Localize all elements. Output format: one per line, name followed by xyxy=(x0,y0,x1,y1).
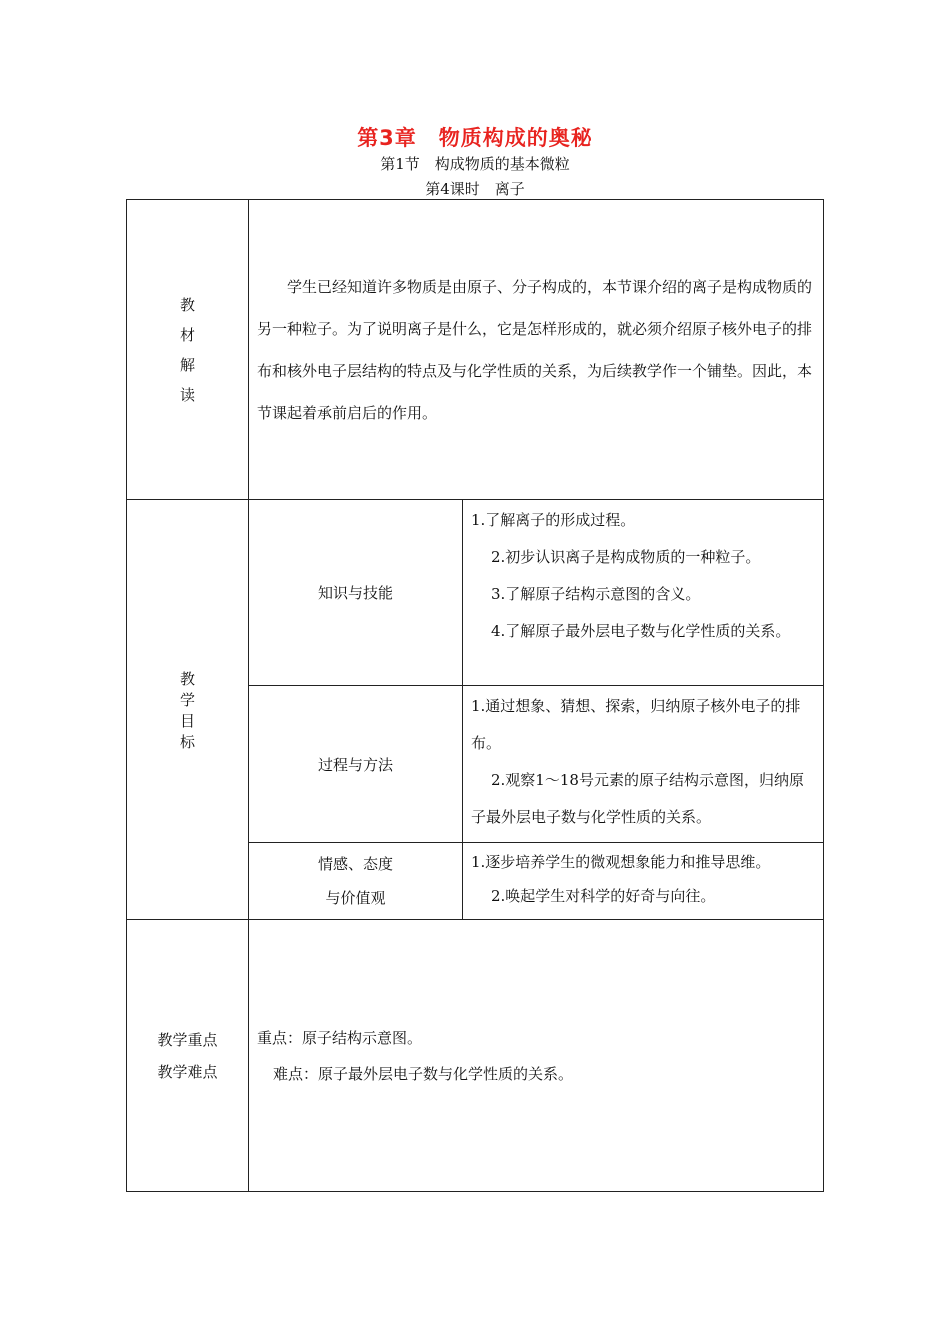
knowledge-item: 4.了解原子最外层电子数与化学性质的关系。 xyxy=(491,622,791,640)
emotion-item: 1.逐步培养学生的微观想象能力和推导思维。 xyxy=(471,853,771,871)
key-point: 重点：原子结构示意图。 xyxy=(257,1028,423,1047)
process-item: 2.观察1～18号元素的原子结构示意图，归纳原子最外层电子数与化学性质的关系。 xyxy=(471,771,804,826)
process-label: 过程与方法 xyxy=(249,686,463,843)
material-label: 教 材 解 读 xyxy=(127,200,249,500)
material-row xyxy=(127,200,824,500)
process-items xyxy=(463,686,824,843)
emotion-label: 情感、态度 与价值观 xyxy=(249,843,463,920)
process-item: 1.通过想象、猜想、探索，归纳原子核外电子的排布。 xyxy=(471,697,801,752)
section-title: 第1节 构成物质的基本微粒 xyxy=(380,155,570,173)
difficult-point: 难点：原子最外层电子数与化学性质的关系。 xyxy=(273,1064,574,1083)
knowledge-items xyxy=(463,500,824,686)
material-text-cell xyxy=(249,200,824,500)
lesson-plan-table xyxy=(126,199,824,1192)
knowledge-item: 3.了解原子结构示意图的含义。 xyxy=(491,585,701,603)
emotion-item: 2.唤起学生对科学的好奇与向往。 xyxy=(491,887,716,905)
knowledge-item: 2.初步认识离子是构成物质的一种粒子。 xyxy=(491,548,761,566)
knowledge-label: 知识与技能 xyxy=(249,500,463,686)
objectives-knowledge-row xyxy=(127,500,824,686)
material-text: 学生已经知道许多物质是由原子、分子构成的，本节课介绍的离子是构成物质的另一种粒子。为了说明离子是什么，它是怎样形成的，就必须介绍原子核外电子的排布和核外电子层结构的特点及与化学性质的关系，为后续教学作一个铺垫。因此，本节课起着承前启后的作用。 xyxy=(257,277,813,422)
keypoints-text-cell xyxy=(249,920,824,1192)
objectives-label: 教 学 目 标 xyxy=(127,500,249,920)
keypoints-row xyxy=(127,920,824,1192)
knowledge-item: 1.了解离子的形成过程。 xyxy=(471,511,636,529)
lesson-title: 第4课时 离子 xyxy=(425,180,525,198)
keypoints-label: 教学重点 教学难点 xyxy=(127,920,249,1192)
chapter-title: 第3章 物质构成的奥秘 xyxy=(357,126,593,150)
emotion-items xyxy=(463,843,824,920)
